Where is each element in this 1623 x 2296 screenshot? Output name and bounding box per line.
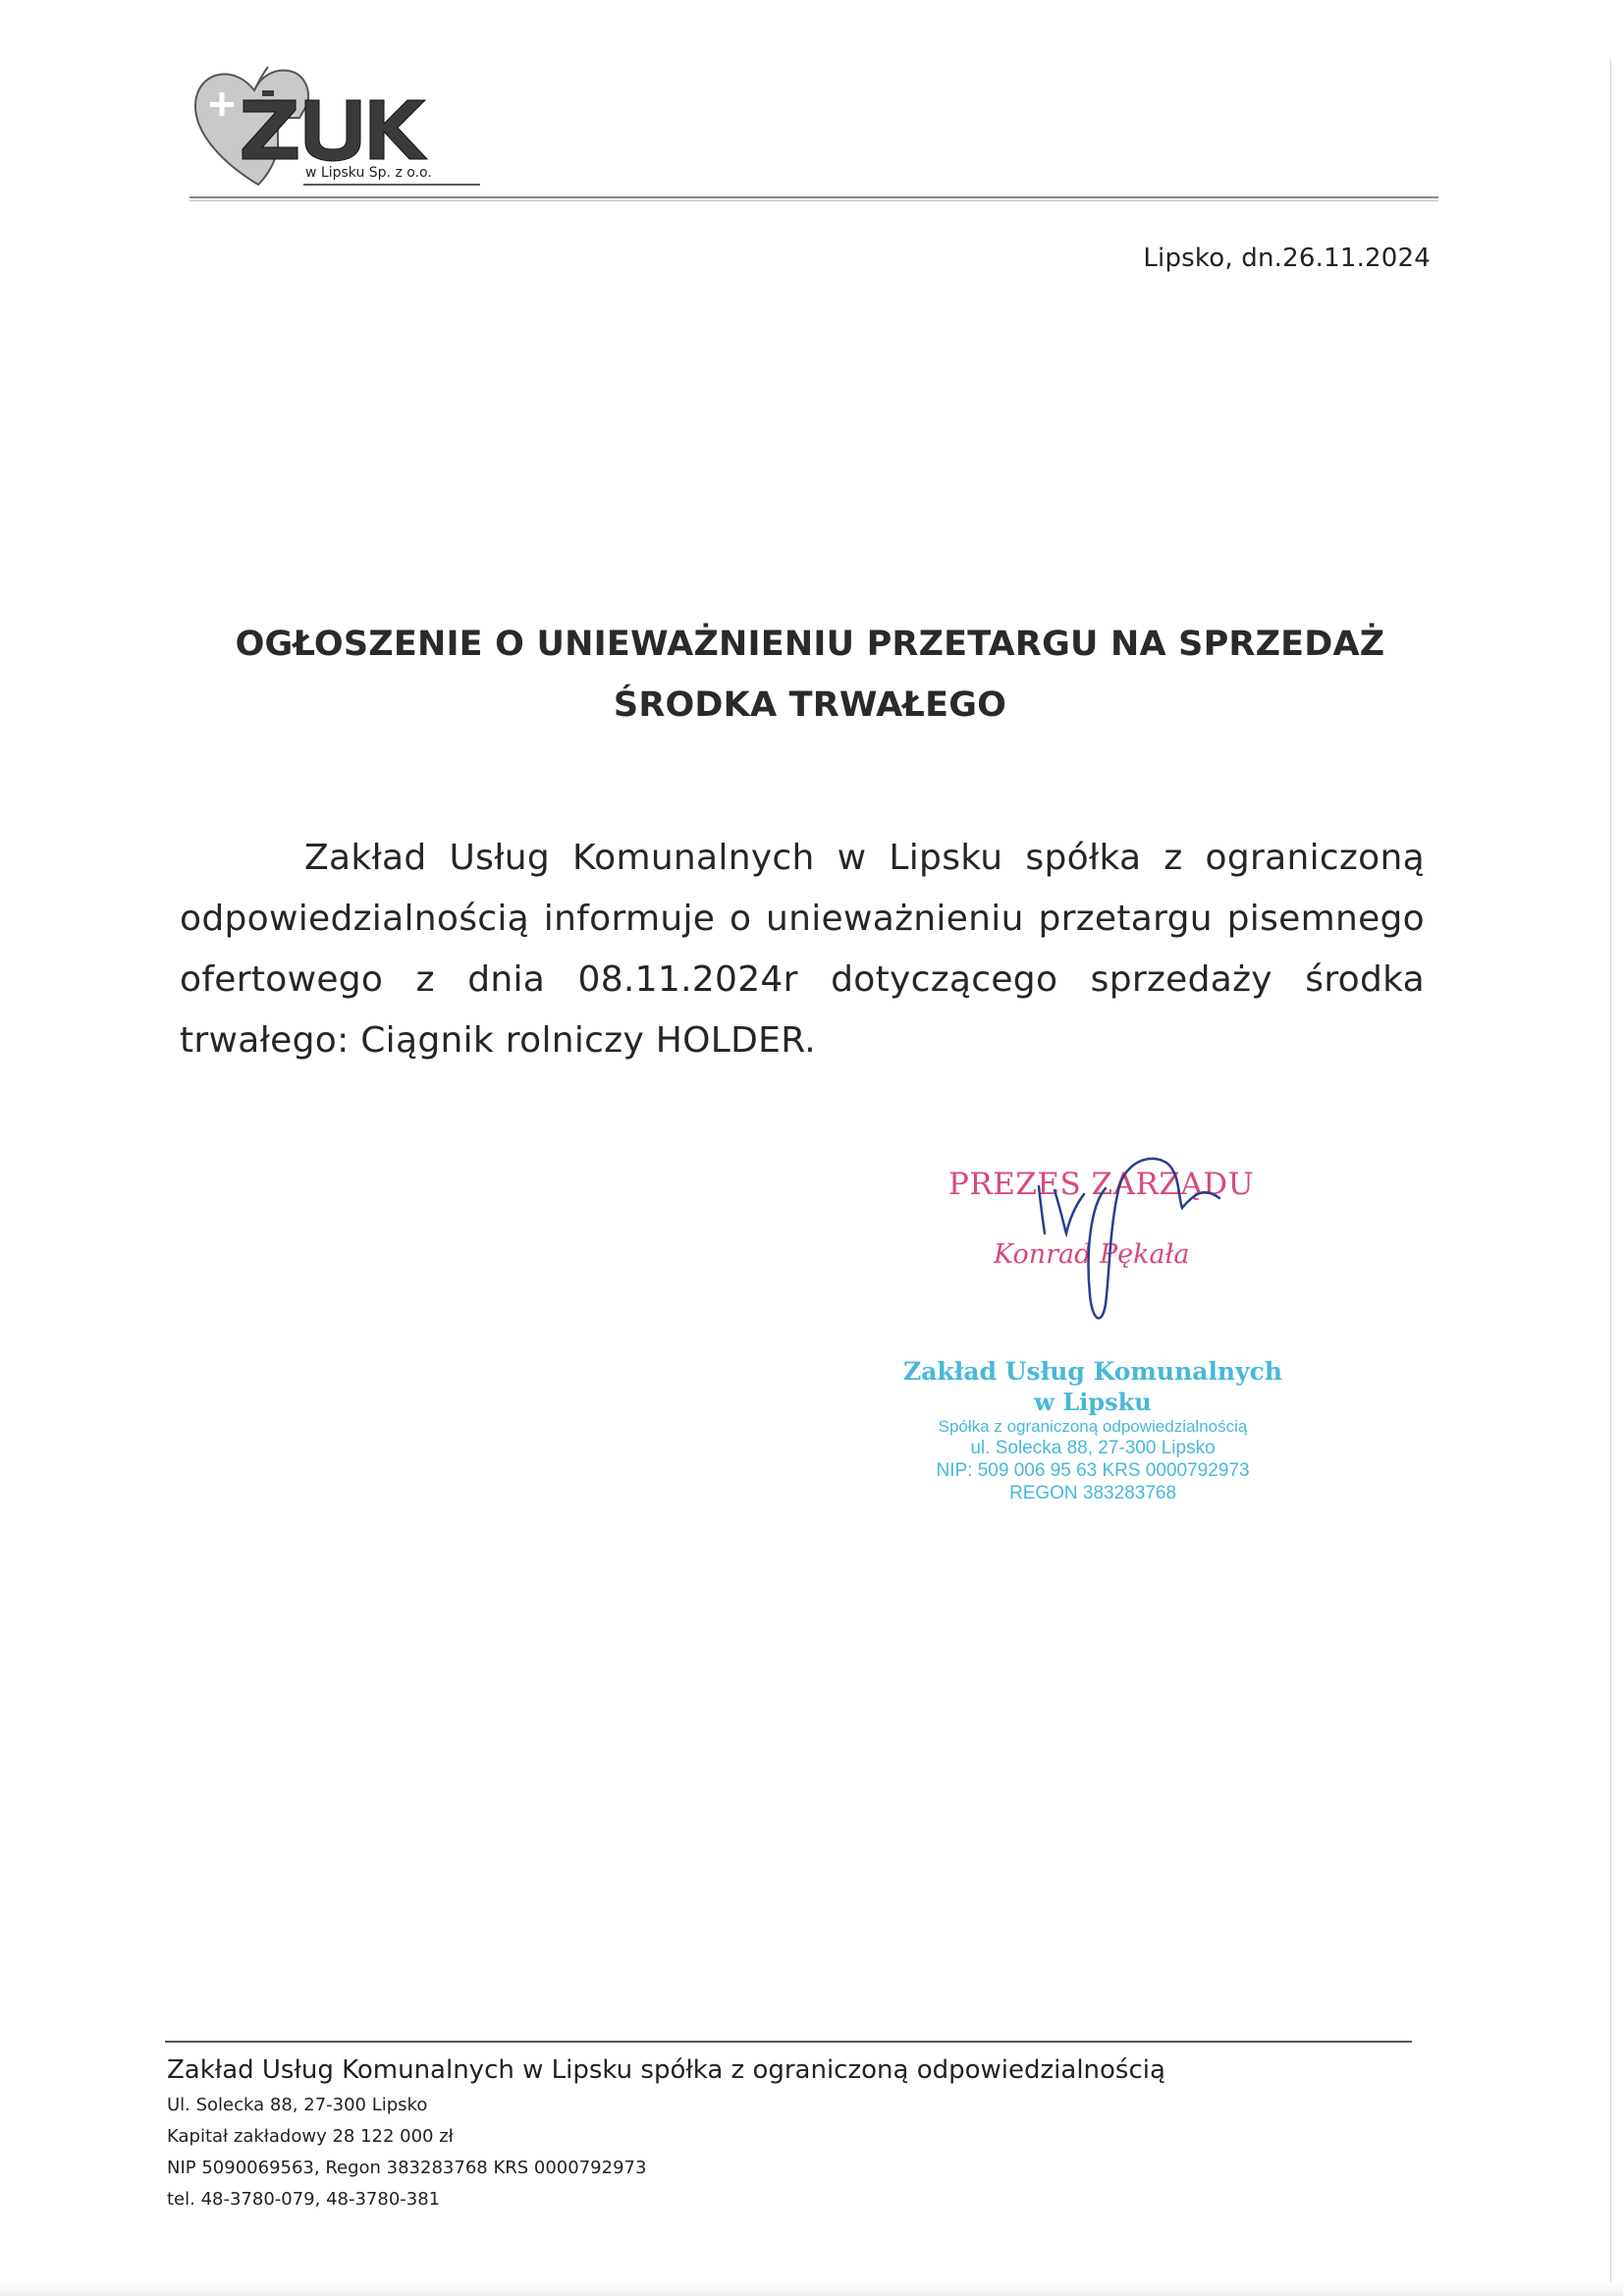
document-date: Lipsko, dn.26.11.2024 <box>1143 244 1431 273</box>
footer <box>167 2050 1165 2215</box>
signature-role: PREZES ZARZĄDU <box>948 1167 1255 1202</box>
signature-name: Konrad Pękała <box>994 1239 1190 1270</box>
document-title-line-1: OGŁOSZENIE O UNIEWAŻNIENIU PRZETARGU NA SPRZEDAŻ <box>235 625 1385 664</box>
stamp-address: ul. Solecka 88, 27-300 Lipsko <box>970 1438 1216 1458</box>
company-stamp <box>901 1357 1284 1504</box>
footer-company-name: Zakład Usług Komunalnych w Lipsku spółka z ograniczoną odpowiedzialnością <box>167 2055 1165 2085</box>
scan-edge-bottom <box>0 2282 1623 2296</box>
footer-phone: tel. 48-3780-079, 48-3780-381 <box>167 2189 441 2210</box>
stamp-nip-krs: NIP: 509 006 95 63 KRS 0000792973 <box>936 1460 1250 1481</box>
scan-edge-right <box>1610 59 1611 2288</box>
stamp-city: w Lipsku <box>1034 1388 1152 1416</box>
footer-registry: NIP 5090069563, Regon 383283768 KRS 0000792973 <box>167 2158 647 2178</box>
footer-address: Ul. Solecka 88, 27-300 Lipsko <box>167 2095 428 2115</box>
logo-subtitle: w Lipsku Sp. z o.o. <box>305 165 432 181</box>
company-logo <box>189 59 484 196</box>
header-divider <box>189 196 1438 201</box>
stamp-regon: REGON 383283768 <box>1008 1483 1177 1503</box>
document-title-line-2: ŚRODKA TRWAŁEGO <box>613 685 1007 725</box>
announcement-paragraph: Zakład Usług Komunalnych w Lipsku spółka z ograniczoną odpowiedzialnością informuje o unieważnieniu przetargu pisemnego ofertowego z dnia 08.11.2024r dotyczącego sprzedaży środka trwałego: Ciągnik rolniczy HOLDER. <box>180 838 1425 1061</box>
footer-divider <box>165 2041 1412 2043</box>
handwritten-signature <box>1011 1147 1247 1343</box>
stamp-company-name: Zakład Usług Komunalnych <box>902 1357 1283 1386</box>
stamp-legal-form: Spółka z ograniczoną odpowiedzialnością <box>938 1417 1248 1436</box>
footer-capital: Kapitał zakładowy 28 122 000 zł <box>167 2126 454 2147</box>
